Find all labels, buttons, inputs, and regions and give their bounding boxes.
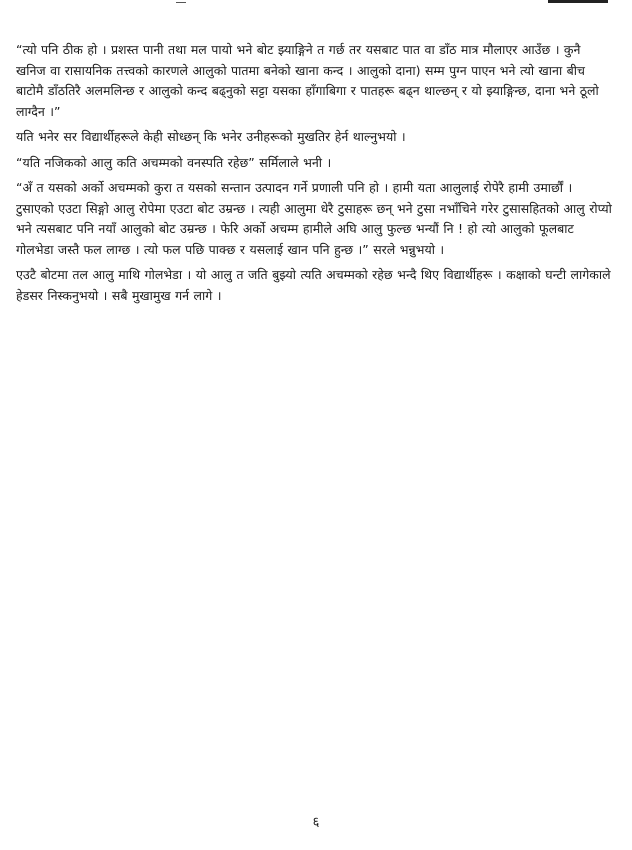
page-number: ६ [312, 815, 320, 830]
scan-mark [176, 2, 186, 3]
paragraph-conclusion: एउटै बोटमा तल आलु माथि गोलभेडा । यो आलु त जति बुझ्यो त्यति अचम्मको रहेछ भन्दै थिए विद्यार्थीहरू । कक्षाको घन्टी लागेकाले हेडसर निस्कनुभयो । सबै मुखामुख गर्न लागे । [16, 267, 611, 303]
scan-artifacts [0, 0, 632, 14]
paragraph-dialogue: “यति नजिकको आलु कति अचम्मको वनस्पति रहेछ” सर्मिलाले भनी । [16, 154, 332, 170]
scan-mark [548, 0, 608, 3]
paragraph-explanation: “त्यो पनि ठीक हो । प्रशस्त पानी तथा मल पायो भने बोट झ्याङ्गिने त गर्छ तर यसबाट पात वा डाँठ मात्र मौलाएर आउँछ । कुनै खनिज वा रासायनिक तत्त्वको कारणले आलुको पातमा बनेको खाना कन्द । आलुको दाना) सम्म पुग्न पाएन भने त्यो खाना बीच बाटोमै डाँठतिरै अलमलिन्छ र आलुको कन्द बढ्नुको सट्टा यसका हाँगाबिगा र पातहरू बढ्न थाल्छन् र यो झ्याङ्गिन्छ, दाना भने ठूलो लाग्दैन ।” [16, 42, 599, 119]
paragraph-reproduction: “अँ त यसको अर्को अचम्मको कुरा त यसको सन्तान उत्पादन गर्ने प्रणाली पनि हो । हामी यता आलुलाई रोपेरै हामी उमार्छौं । टुसाएको एउटा सिङ्गो आलु रोपेमा एउटा बोट उम्रन्छ । त्यही आलुमा धेरै टुसाहरू छन् भने टुसा नभाँचिने गरेर टुसासहितको आलु रोप्यो भने त्यसबाट पनि नयाँ आलुको बोट उम्रन्छ । फेरि अर्को अचम्म हामीले अघि आलु फुल्छ भन्यौं नि ! हो त्यो आलुको फूलबाट गोलभेडा जस्तै फल लाग्छ । त्यो फल पछि पाक्छ र यसलाई खान पनि हुन्छ ।” सरले भन्नुभयो । [16, 180, 612, 257]
page-body [16, 40, 612, 311]
paragraph-narration: यति भनेर सर विद्यार्थीहरूले केही सोध्छन् कि भनेर उनीहरूको मुखतिर हेर्न थाल्नुभयो । [16, 129, 406, 144]
